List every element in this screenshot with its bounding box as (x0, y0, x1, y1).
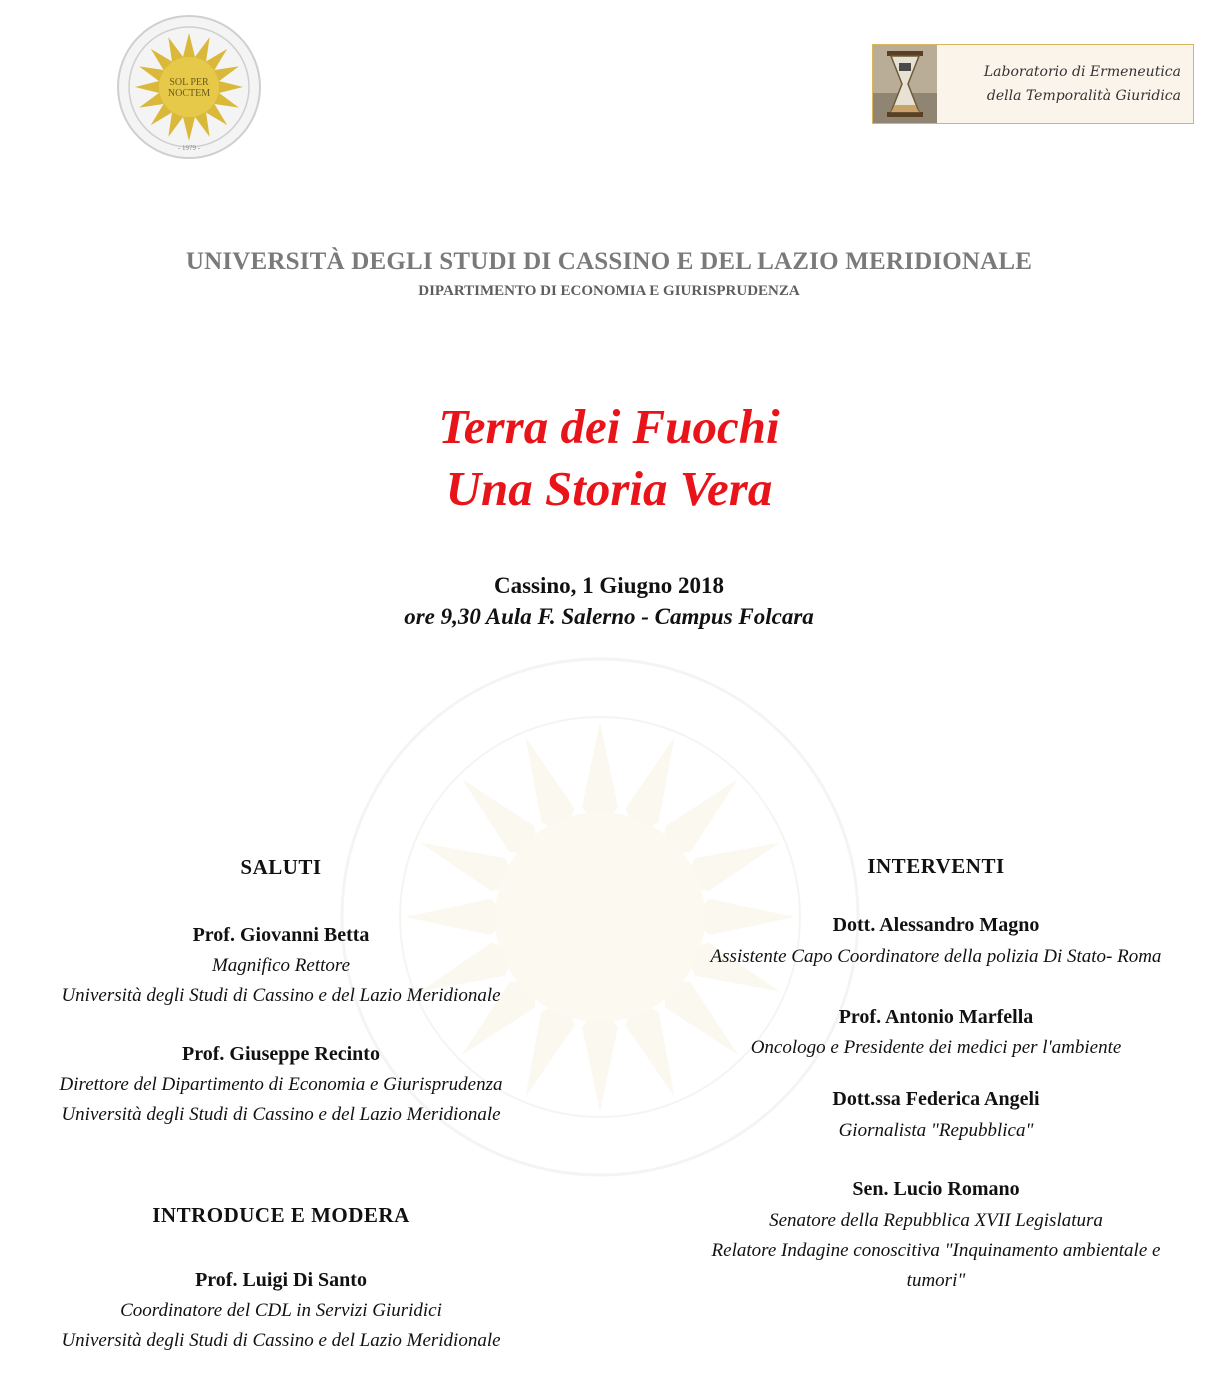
laboratory-name-line1: Laboratorio di Ermeneutica (983, 64, 1181, 80)
department-name: DIPARTIMENTO DI ECONOMIA E GIURISPRUDENZA (418, 283, 800, 299)
moderator-role-1: Coordinatore del CDL in Servizi Giuridici (120, 1300, 442, 1321)
moderator-name: Prof. Luigi Di Santo (195, 1269, 367, 1291)
interventi-speaker-3-name: Dott.ssa Federica Angeli (832, 1088, 1040, 1110)
seal-motto-line1: SOL PER (169, 77, 209, 88)
seal-motto-line2: NOCTEM (167, 88, 211, 99)
saluti-speaker-1-role-1: Magnifico Rettore (211, 955, 351, 976)
event-title-line2: Una Storia Vera (445, 461, 773, 516)
laboratory-name-line2: della Temporalità Giuridica (986, 88, 1181, 104)
interventi-speaker-2-role-1: Oncologo e Presidente dei medici per l'ambiente (750, 1037, 1122, 1058)
interventi-speaker-2-name: Prof. Antonio Marfella (838, 1006, 1034, 1028)
interventi-speaker-1-name: Dott. Alessandro Magno (832, 914, 1040, 936)
saluti-speaker-1-name: Prof. Giovanni Betta (192, 924, 370, 946)
interventi-speaker-3-role-1: Giornalista "Repubblica" (838, 1120, 1034, 1141)
interventi-heading: INTERVENTI (867, 854, 1005, 878)
seal-year: - 1979 - (177, 144, 201, 152)
university-name: UNIVERSITÀ DEGLI STUDI DI CASSINO E DEL LAZIO MERIDIONALE (185, 248, 1033, 275)
saluti-heading: SALUTI (240, 855, 322, 879)
interventi-speaker-4-role-3: tumori" (906, 1270, 966, 1291)
moderator-heading: INTRODUCE E MODERA (152, 1203, 410, 1227)
saluti-speaker-2-role-2: Università degli Studi di Cassino e del Lazio Meridionale (61, 1104, 501, 1125)
interventi-speaker-4-role-1: Senatore della Repubblica XVII Legislatura (769, 1210, 1103, 1231)
saluti-speaker-2-role-1: Direttore del Dipartimento di Economia e Giurisprudenza (59, 1074, 503, 1095)
moderator-role-2: Università degli Studi di Cassino e del Lazio Meridionale (61, 1330, 501, 1351)
left-column (20, 0, 542, 1396)
event-title-line1: Terra dei Fuochi (438, 399, 780, 454)
event-date: Cassino, 1 Giugno 2018 (493, 573, 725, 598)
saluti-speaker-2-name: Prof. Giuseppe Recinto (182, 1043, 380, 1065)
interventi-speaker-1-role-1: Assistente Capo Coordinatore della polizia Di Stato- Roma (710, 946, 1162, 967)
event-place: ore 9,30 Aula F. Salerno - Campus Folcara (404, 604, 814, 629)
saluti-speaker-1-role-2: Università degli Studi di Cassino e del Lazio Meridionale (61, 985, 501, 1006)
right-column (670, 0, 1202, 1396)
interventi-speaker-4-name: Sen. Lucio Romano (852, 1178, 1020, 1200)
interventi-speaker-4-role-2: Relatore Indagine conoscitiva "Inquinamento ambientale e (711, 1240, 1161, 1261)
